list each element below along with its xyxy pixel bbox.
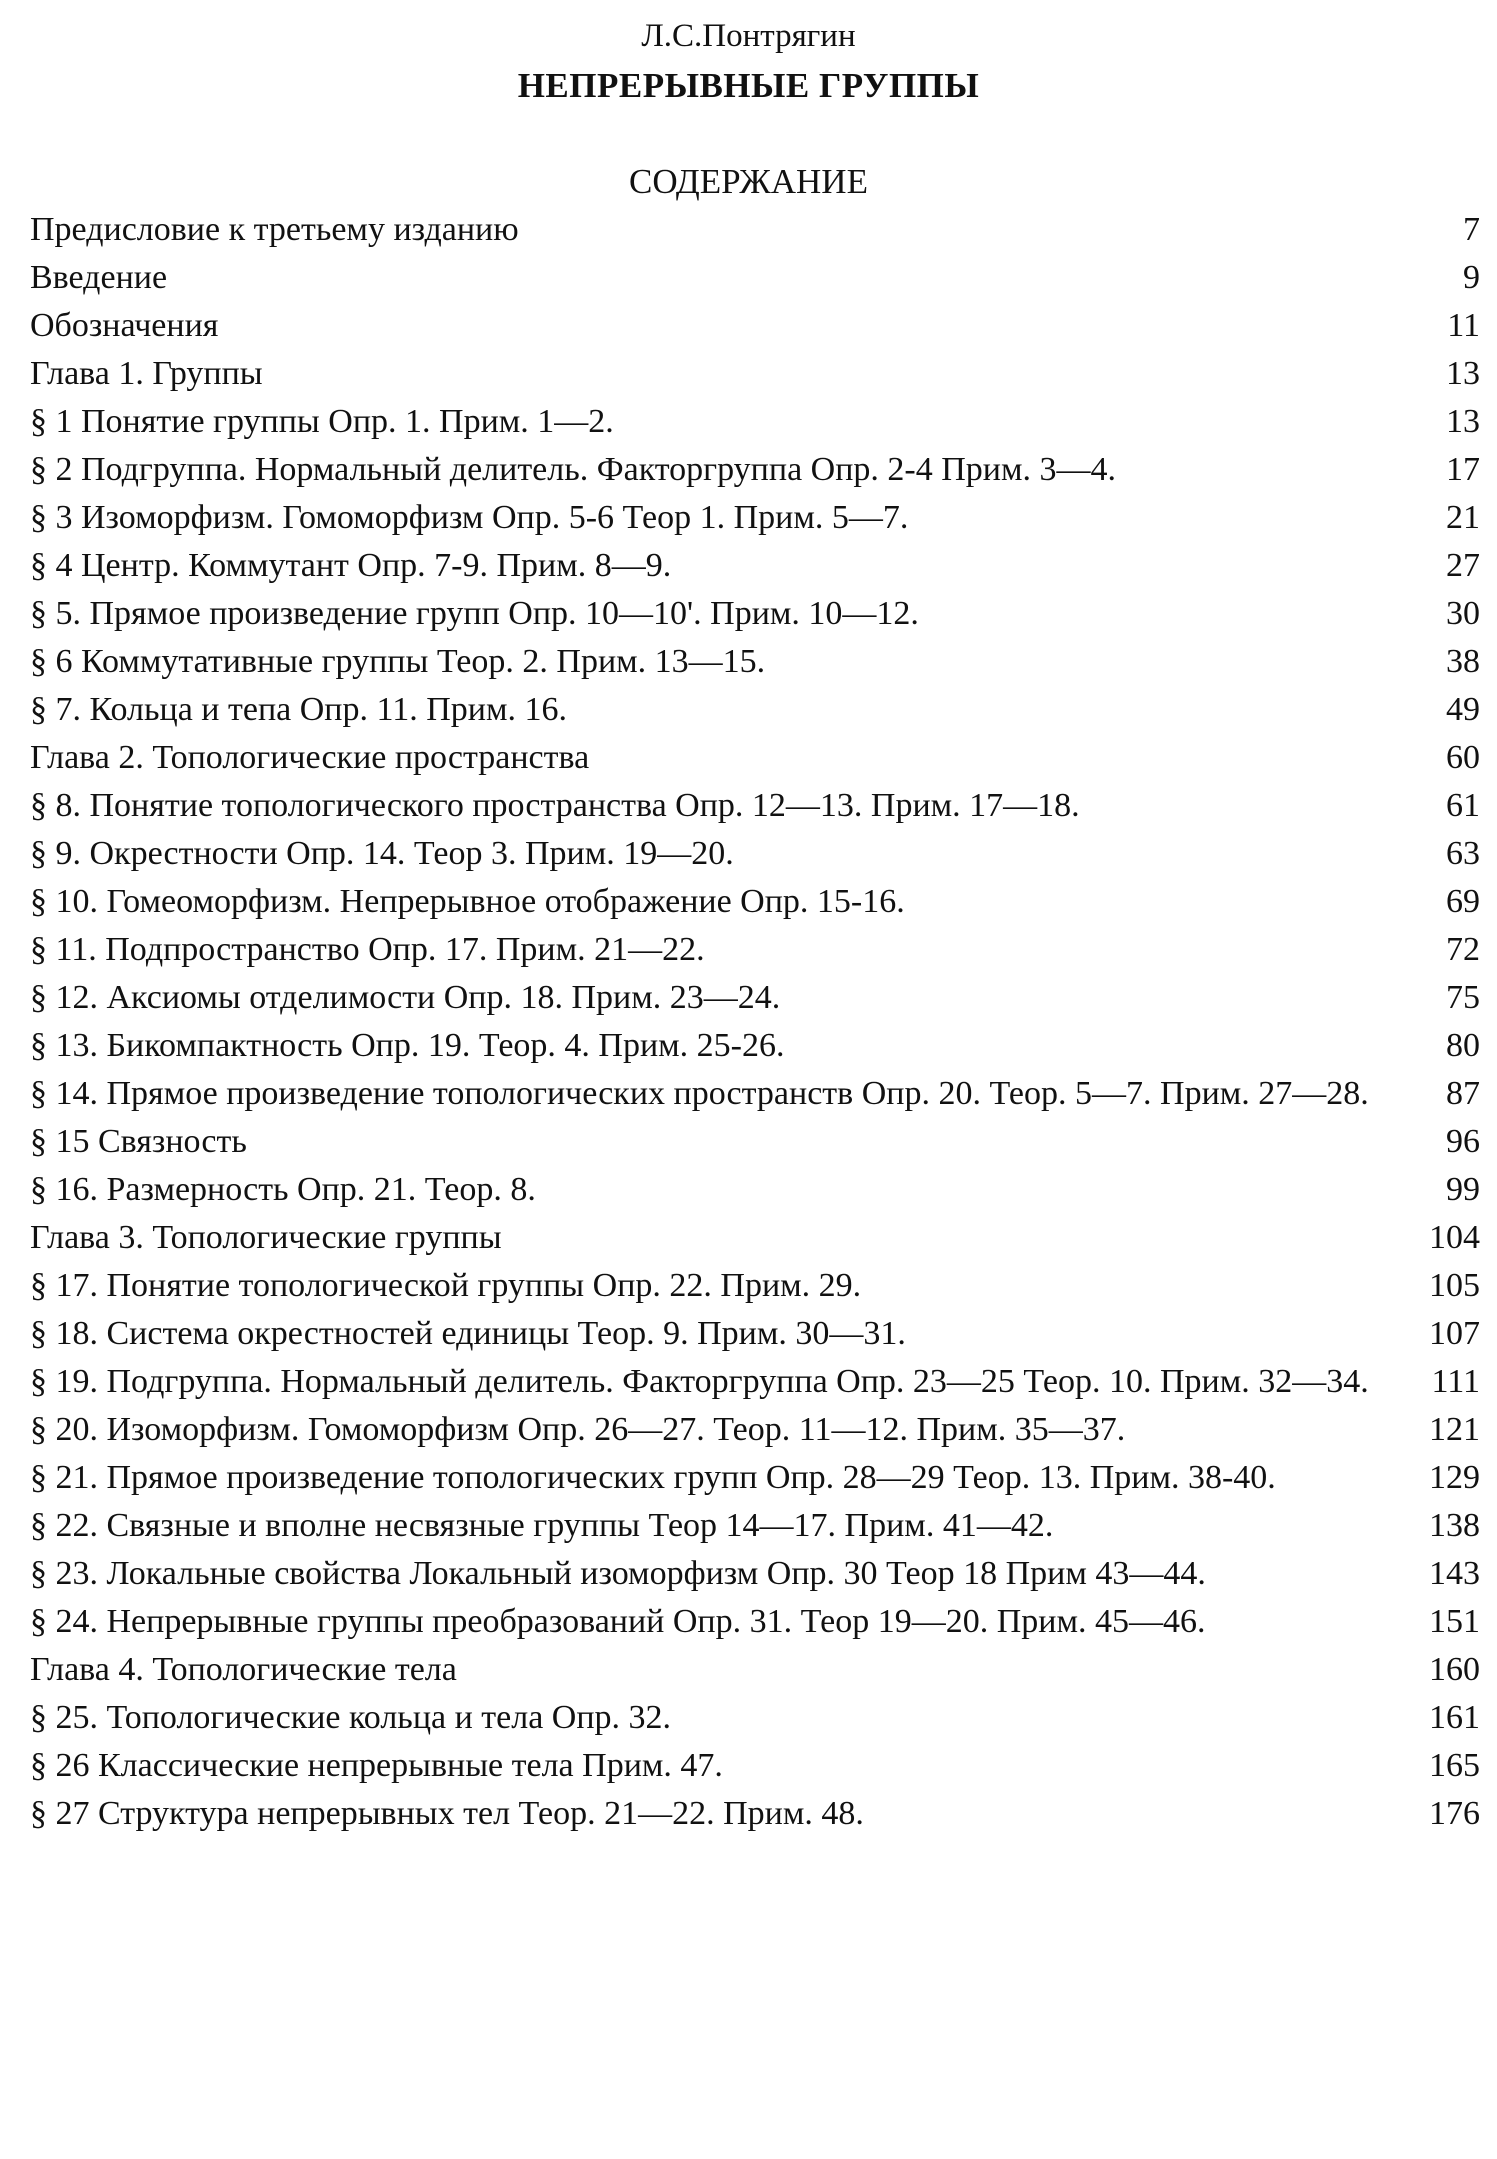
toc-entry-page-number: 21 [1446, 499, 1480, 536]
toc-entry [30, 1118, 1480, 1166]
toc-entry [30, 1598, 1480, 1646]
toc-entry [30, 1550, 1480, 1598]
toc-entry-title: § 2 Подгруппа. Нормальный делитель. Факторгруппа Опр. 2-4 Прим. 3—4. [30, 451, 1116, 488]
toc-entry-title: § 20. Изоморфизм. Гомоморфизм Опр. 26—27. Теор. 11—12. Прим. 35—37. [30, 1411, 1126, 1448]
toc-entry-page-number: 87 [1446, 1075, 1480, 1112]
toc-entry-page-number: 80 [1446, 1027, 1480, 1064]
toc-entry-title: § 13. Бикомпактность Опр. 19. Теор. 4. Прим. 25-26. [30, 1027, 785, 1064]
toc-entry [30, 1262, 1480, 1310]
toc-entry [30, 734, 1480, 782]
toc-entry-title: § 11. Подпространство Опр. 17. Прим. 21—22. [30, 931, 705, 968]
toc-entry-title: § 24. Непрерывные группы преобразований Опр. 31. Теор 19—20. Прим. 45—46. [30, 1603, 1206, 1640]
toc-entry-page-number: 176 [1429, 1795, 1480, 1832]
toc-entry-title: § 9. Окрестности Опр. 14. Теор 3. Прим. 19—20. [30, 835, 734, 872]
toc-entry-title: § 23. Локальные свойства Локальный изоморфизм Опр. 30 Теор 18 Прим 43—44. [30, 1555, 1206, 1592]
toc-entry-title: § 3 Изоморфизм. Гомоморфизм Опр. 5-6 Теор 1. Прим. 5—7. [30, 499, 909, 536]
toc-entry-title: Глава 2. Топологические пространства [30, 739, 590, 776]
toc-entry-page-number: 17 [1446, 451, 1480, 488]
toc-entry-page-number: 13 [1446, 355, 1480, 392]
toc-entry-page-number: 72 [1446, 931, 1480, 968]
toc-entry-title: Предисловие к третьему изданию [30, 211, 519, 248]
toc-entry-page-number: 161 [1429, 1699, 1480, 1736]
toc-entry-title: § 17. Понятие топологической группы Опр. 22. Прим. 29. [30, 1267, 862, 1304]
toc-entry-title: § 22. Связные и вполне несвязные группы Теор 14—17. Прим. 41—42. [30, 1507, 1054, 1544]
toc-entry-title: § 26 Классические непрерывные тела Прим. 47. [30, 1747, 723, 1784]
toc-entry [30, 1502, 1480, 1550]
toc-entry [30, 1070, 1480, 1118]
toc-entry [30, 254, 1480, 302]
toc-entry-page-number: 104 [1429, 1219, 1480, 1256]
toc-entry [30, 1406, 1480, 1454]
toc-entry-page-number: 60 [1446, 739, 1480, 776]
toc-entry-page-number: 96 [1446, 1123, 1480, 1160]
toc-entry-page-number: 13 [1446, 403, 1480, 440]
toc-entry [30, 1166, 1480, 1214]
toc-entry-page-number: 129 [1429, 1459, 1480, 1496]
toc-entry [30, 1646, 1480, 1694]
toc-entry [30, 302, 1480, 350]
toc-entry-page-number: 138 [1429, 1507, 1480, 1544]
toc-entry [30, 1694, 1480, 1742]
toc-entry [30, 878, 1480, 926]
toc-heading: СОДЕРЖАНИЕ [629, 162, 868, 201]
toc-entry-title: § 10. Гомеоморфизм. Непрерывное отображение Опр. 15-16. [30, 883, 905, 920]
toc-entry-page-number: 63 [1446, 835, 1480, 872]
toc-entry-title: § 21. Прямое произведение топологических групп Опр. 28—29 Теор. 13. Прим. 38-40. [30, 1459, 1276, 1496]
toc-entry [30, 1214, 1480, 1262]
toc-entry-page-number: 99 [1446, 1171, 1480, 1208]
toc-entry-page-number: 11 [1447, 307, 1480, 344]
toc-entry-page-number: 151 [1429, 1603, 1480, 1640]
toc-entry-page-number: 49 [1446, 691, 1480, 728]
toc-entry [30, 398, 1480, 446]
toc-entry-title: § 27 Структура непрерывных тел Теор. 21—22. Прим. 48. [30, 1795, 864, 1832]
toc-entry [30, 926, 1480, 974]
toc-entry-title: Введение [30, 259, 168, 296]
toc-entry-title: § 8. Понятие топологического пространства Опр. 12—13. Прим. 17—18. [30, 787, 1080, 824]
toc-entry-title: § 16. Размерность Опр. 21. Теор. 8. [30, 1171, 536, 1208]
toc-entry-title: § 6 Коммутативные группы Теор. 2. Прим. 13—15. [30, 643, 766, 680]
toc-entry-title: § 15 Связность [30, 1123, 247, 1160]
toc-entry [30, 542, 1480, 590]
toc-entry [30, 1358, 1480, 1406]
toc-entry [30, 1022, 1480, 1070]
toc-entry-page-number: 27 [1446, 547, 1480, 584]
toc-entry [30, 782, 1480, 830]
toc-entry-title: § 5. Прямое произведение групп Опр. 10—10'. Прим. 10—12. [30, 595, 919, 632]
toc-entry-page-number: 69 [1446, 883, 1480, 920]
toc-entry [30, 830, 1480, 878]
toc-entry [30, 446, 1480, 494]
author-name: Л.С.Понтрягин [641, 18, 856, 54]
toc-entry-page-number: 9 [1463, 259, 1480, 296]
toc-entry-page-number: 7 [1463, 211, 1480, 248]
toc-entry-page-number: 30 [1446, 595, 1480, 632]
toc-entry [30, 1742, 1480, 1790]
toc-entry-title: § 18. Система окрестностей единицы Теор. 9. Прим. 30—31. [30, 1315, 906, 1352]
toc-entry [30, 206, 1480, 254]
toc-entry-page-number: 121 [1429, 1411, 1480, 1448]
toc-entry [30, 974, 1480, 1022]
toc-entry-title: § 25. Топологические кольца и тела Опр. 32. [30, 1699, 672, 1736]
toc-entry [30, 638, 1480, 686]
toc-entry [30, 1454, 1480, 1502]
toc-entry [30, 1310, 1480, 1358]
toc-entry [30, 1790, 1480, 1838]
toc-entry [30, 350, 1480, 398]
book-title: НЕПРЕРЫВНЫЕ ГРУППЫ [517, 66, 980, 105]
toc-entry-page-number: 107 [1429, 1315, 1480, 1352]
toc-entry-page-number: 165 [1429, 1747, 1480, 1784]
table-of-contents [30, 206, 1480, 1838]
toc-entry-title: Глава 3. Топологические группы [30, 1219, 502, 1256]
toc-entry [30, 686, 1480, 734]
toc-entry-title: § 12. Аксиомы отделимости Опр. 18. Прим. 23—24. [30, 979, 781, 1016]
toc-entry-title: § 19. Подгруппа. Нормальный делитель. Факторгруппа Опр. 23—25 Теор. 10. Прим. 32—34. [30, 1363, 1369, 1400]
toc-entry [30, 494, 1480, 542]
toc-entry-page-number: 75 [1446, 979, 1480, 1016]
toc-entry-page-number: 61 [1446, 787, 1480, 824]
toc-entry-page-number: 111 [1431, 1363, 1480, 1400]
toc-entry-page-number: 160 [1429, 1651, 1480, 1688]
toc-entry-title: § 4 Центр. Коммутант Опр. 7-9. Прим. 8—9. [30, 547, 672, 584]
toc-entry-title: Глава 1. Группы [30, 355, 263, 392]
toc-entry-title: § 1 Понятие группы Опр. 1. Прим. 1—2. [30, 403, 614, 440]
toc-entry-title: § 14. Прямое произведение топологических пространств Опр. 20. Теор. 5—7. Прим. 27—28. [30, 1075, 1369, 1112]
toc-entry-title: Глава 4. Топологические тела [30, 1651, 457, 1688]
toc-entry [30, 590, 1480, 638]
toc-entry-title: Обозначения [30, 307, 219, 344]
toc-entry-page-number: 105 [1429, 1267, 1480, 1304]
toc-entry-page-number: 143 [1429, 1555, 1480, 1592]
toc-entry-page-number: 38 [1446, 643, 1480, 680]
toc-entry-title: § 7. Кольца и тепа Опр. 11. Прим. 16. [30, 691, 567, 728]
